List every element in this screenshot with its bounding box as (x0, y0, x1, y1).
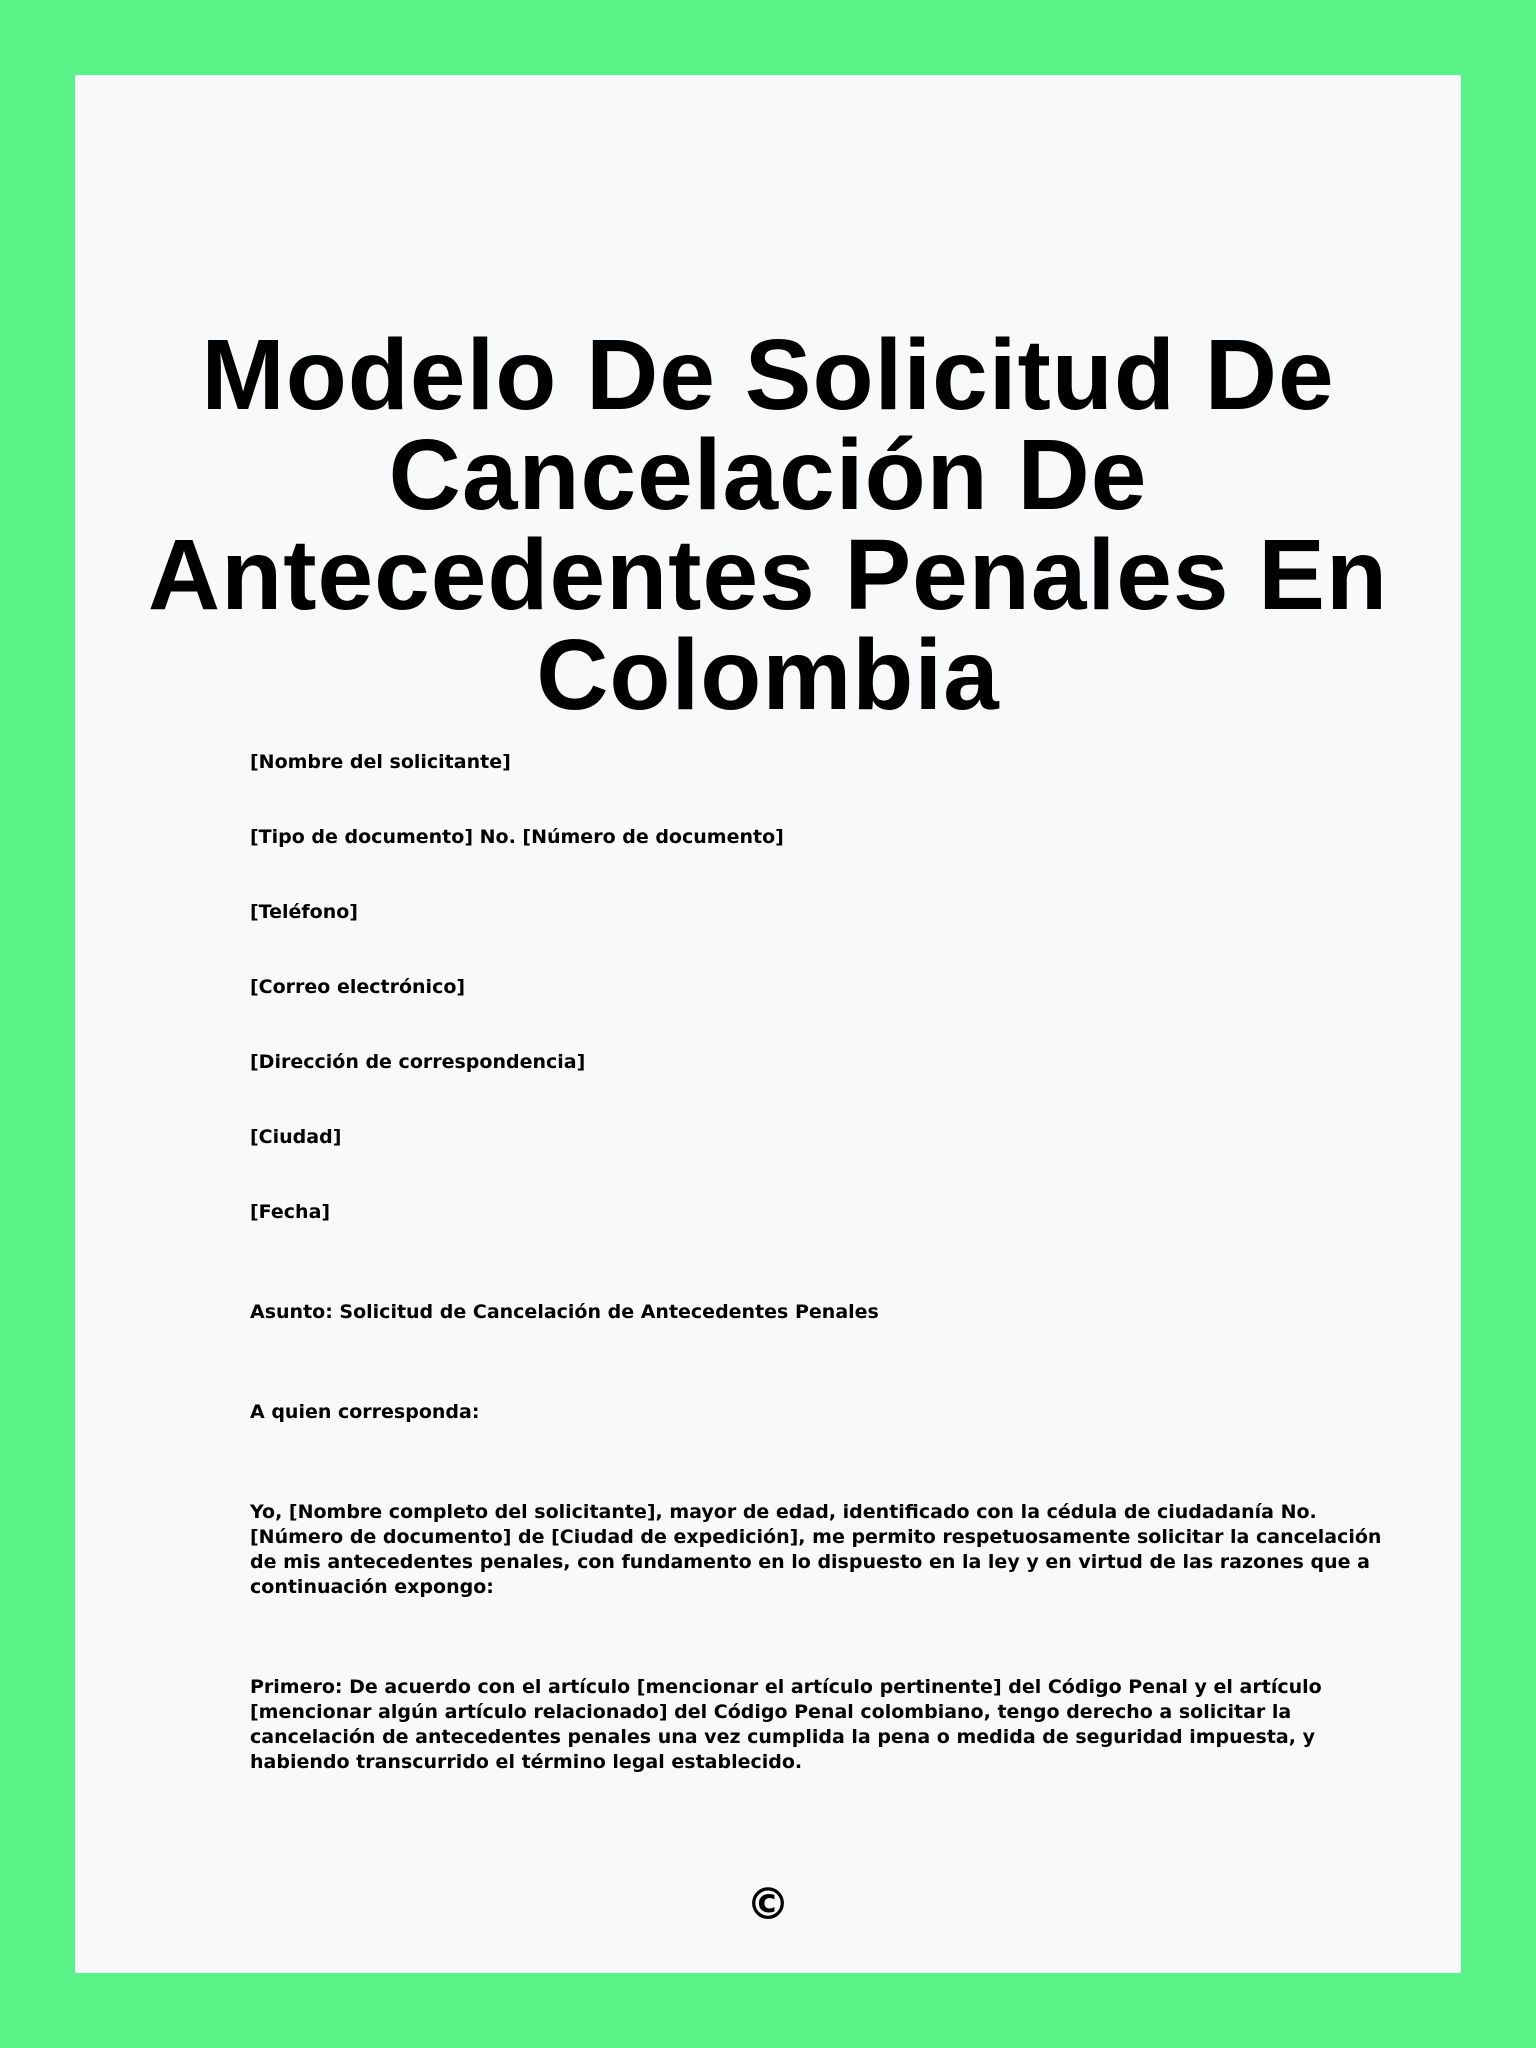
paragraph-line: [Número de documento] de [Ciudad de expedición], me permito respetuosamente solicitar la cancelación (250, 1526, 1382, 1548)
field-city: [Ciudad] (250, 1126, 342, 1148)
paragraph-line: de mis antecedentes penales, con fundamento en lo dispuesto en la ley y en virtud de las razones que a (250, 1551, 1370, 1573)
paragraph-line: Primero: De acuerdo con el artículo [mencionar el artículo pertinente] del Código Penal y el artículo (250, 1676, 1322, 1698)
paragraph-line: continuación expongo: (250, 1576, 494, 1598)
document-title: Modelo De Solicitud De Cancelación De Antecedentes Penales En Colombia (147, 319, 1389, 731)
field-date: [Fecha] (250, 1201, 331, 1223)
paragraph-line: [mencionar algún artículo relacionado] del Código Penal colombiano, tengo derecho a solicitar la (250, 1701, 1292, 1723)
field-document-type-number: [Tipo de documento] No. [Número de documento] (250, 826, 784, 848)
paragraph-line: habiendo transcurrido el término legal establecido. (250, 1751, 803, 1773)
field-address: [Dirección de correspondencia] (250, 1051, 586, 1073)
paragraph-line: cancelación de antecedentes penales una vez cumplida la pena o medida de seguridad impuesta, y (250, 1726, 1315, 1748)
paragraph-line: Yo, [Nombre completo del solicitante], mayor de edad, identificado con la cédula de ciudadanía No. (250, 1501, 1317, 1523)
paragraph-primero (250, 1675, 1330, 1775)
document-body (250, 750, 1382, 1775)
paragraph-intro (250, 1500, 1382, 1600)
copyright-symbol: © (746, 1879, 790, 1930)
subject-line: Asunto: Solicitud de Cancelación de Antecedentes Penales (250, 1301, 879, 1323)
field-applicant-name: [Nombre del solicitante] (250, 751, 511, 773)
greeting: A quien corresponda: (250, 1401, 480, 1423)
field-email: [Correo electrónico] (250, 976, 466, 998)
document-page (75, 75, 1461, 1973)
field-phone: [Teléfono] (250, 901, 358, 923)
